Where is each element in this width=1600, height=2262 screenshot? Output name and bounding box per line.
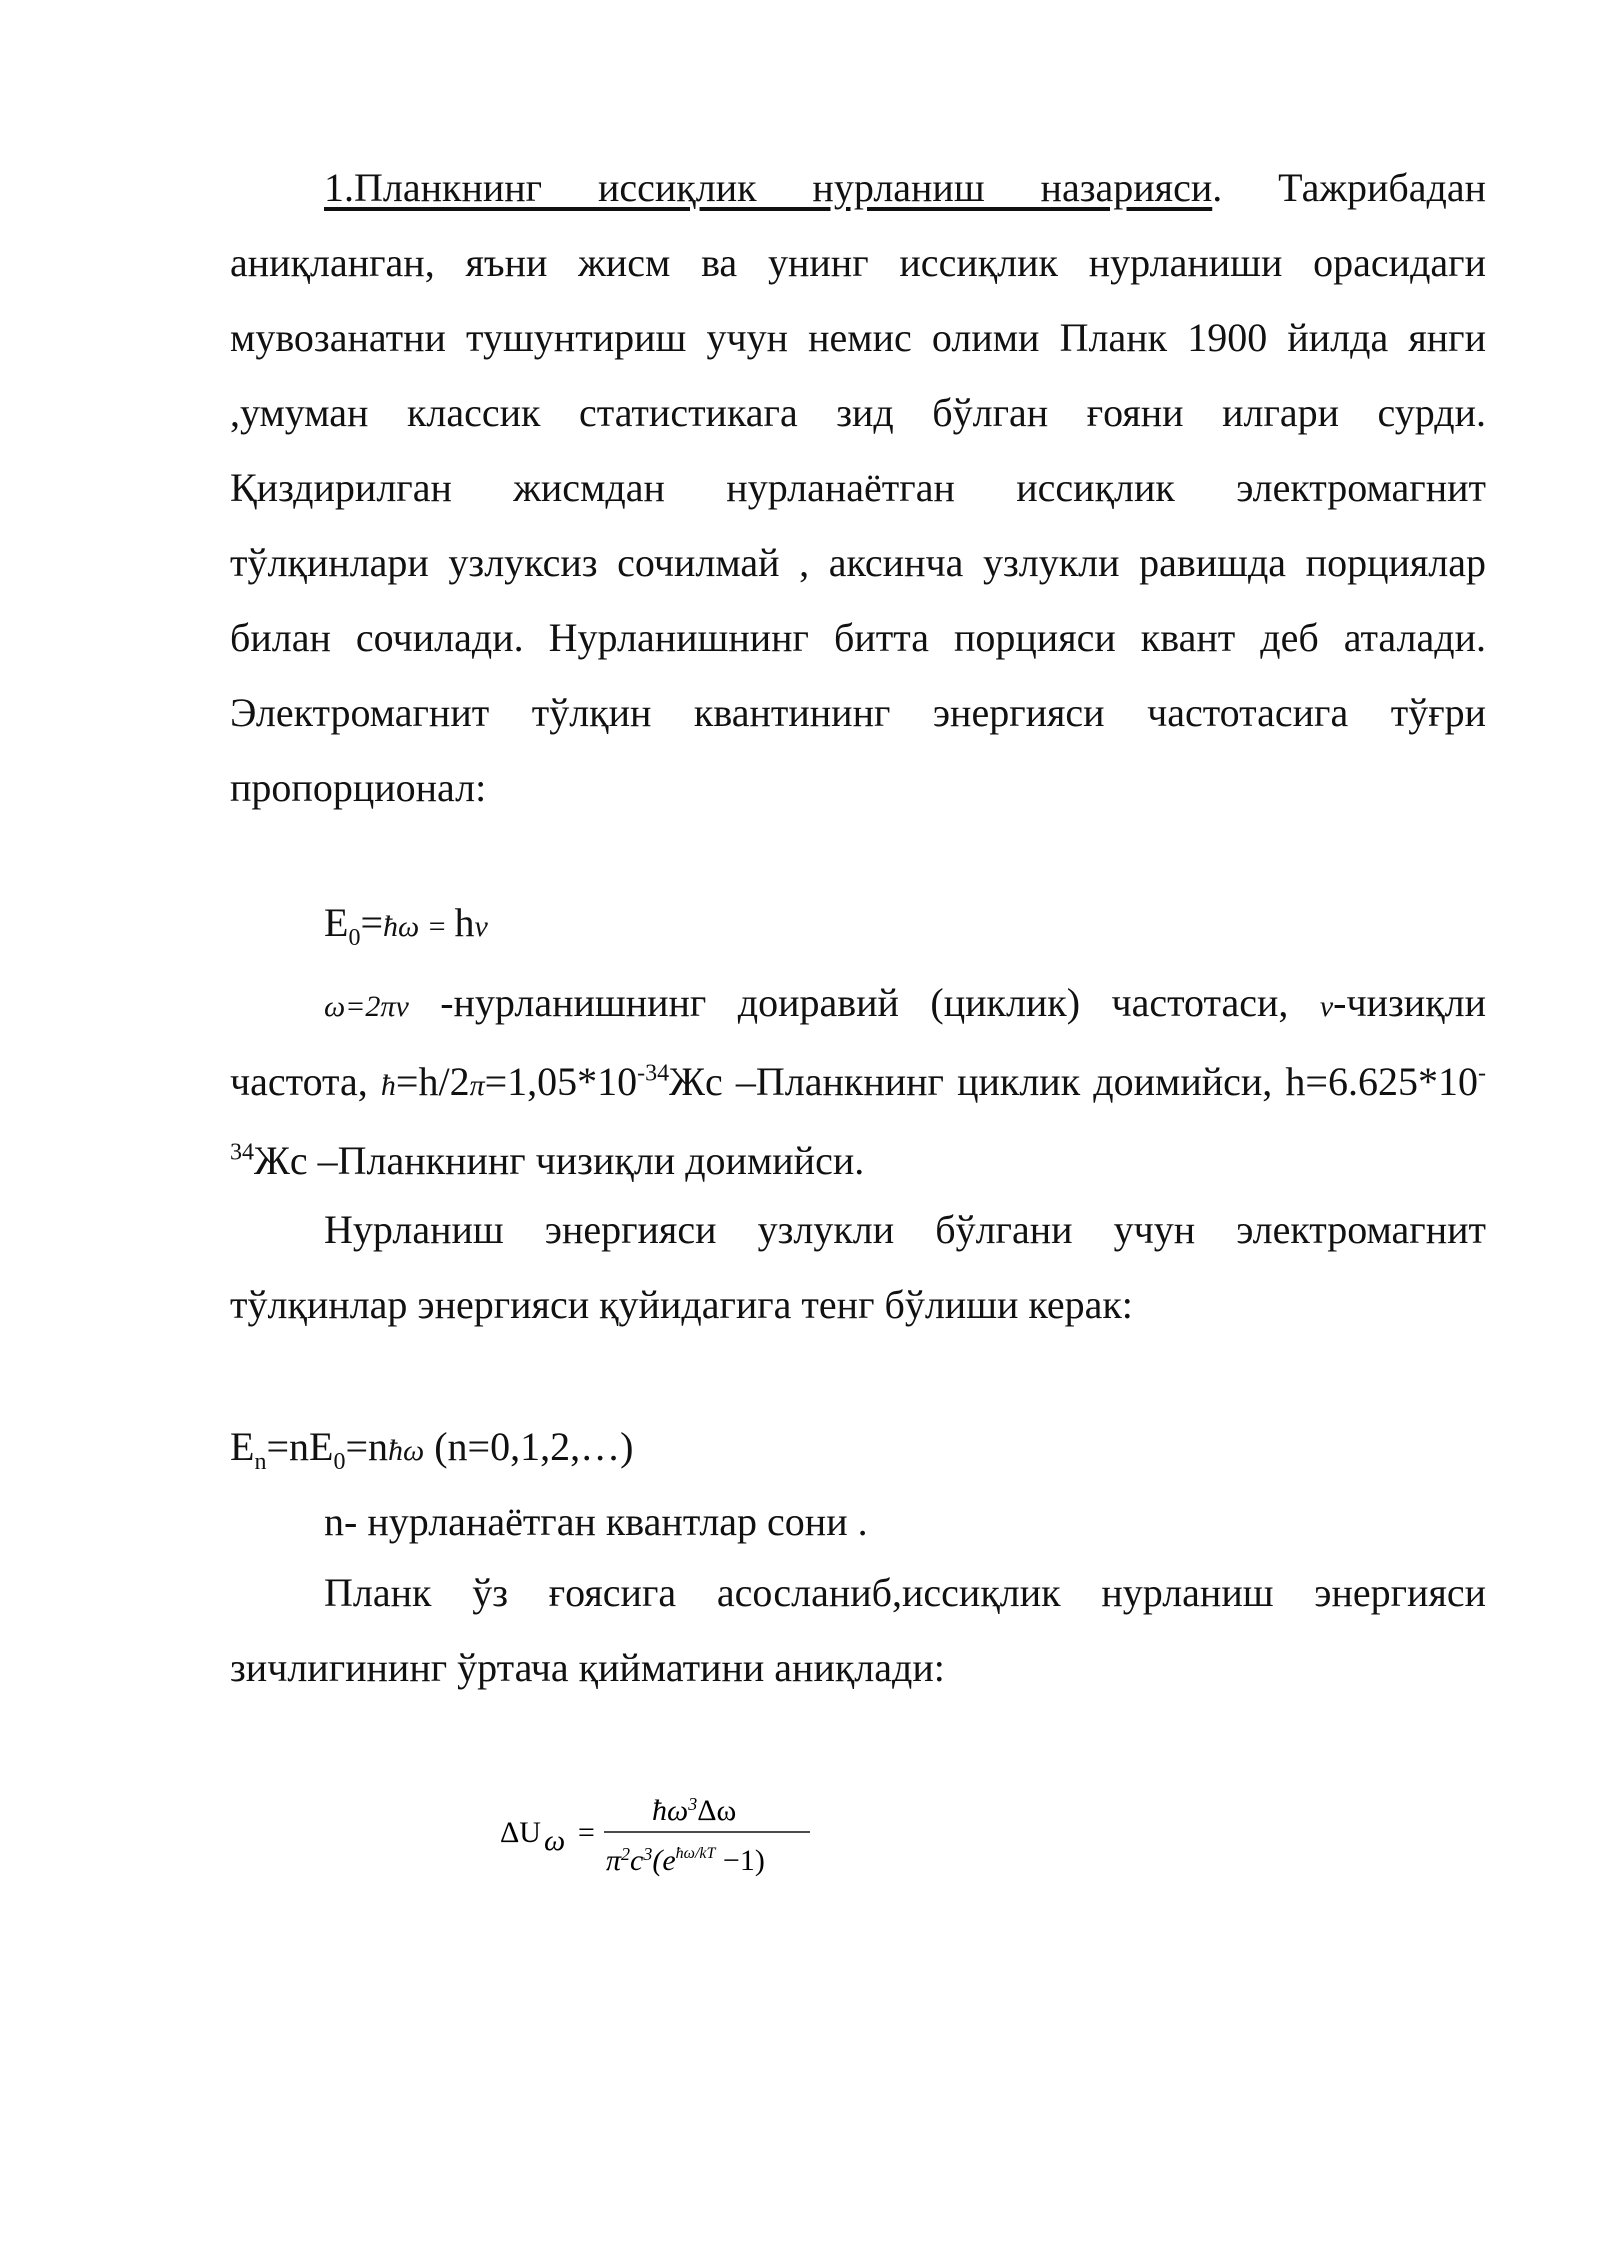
paragraph-frequency: ω=2πν -нурланишнинг доиравий (циклик) частотаси, ν-чизиқли частота, $ħ=h/2\pi=1,05*10^{-34}Жс$ –Планкнинг циклик доимийси, $h=6.625*10^{-34}Жс$ –Планкнинг чизиқли доимийси. [230,980,1486,1183]
section-heading: 1.Планкнинг иссиқлик нурланиш назарияси [324,165,1213,210]
formula-denominator: $\pi^2c^3(e^{ħ\omega/kT} -1)$ [606,1844,765,1877]
paragraph-discrete-energy: Нурланиш энергияси узлукли бўлгани учун электромагнит тўлқинлар энергияси қуйидагига тенг бўлиши керак: [230,1207,1486,1327]
paragraph-planck-result: Планк ўз ғоясига асосланиб,иссиқлик нурланиш энергияси зичлигининг ўртача қийматини аниқлади: [230,1570,1486,1690]
formula-lhs: ΔU [500,1816,541,1849]
intro-text: . Тажрибадан аниқланган, яъни жисм ва унинг иссиқлик нурланиши орасидаги мувозанатни тушунтириш учун немис олими Планк 1900 йилда янги ,умуман классик статистикага зид бўлган ғояни илгари сурди. Қиздирилган жисмдан нурланаётган иссиқлик электромагнит тўлқинлари узлуксиз сочилмай , аксинча узлукли равишда порциялар билан сочилади. Нурланишнинг битта порцияси квант деб аталади. Электромагнит тўлқин квантининг энергияси частотасига тўғри пропорционал: [230,165,1486,810]
equation-quantum-energy: $E_0=ħ\omega = h\nu$ [324,900,488,951]
formula-energy-density [500,1790,840,1880]
formula-numerator: $ħ\omega^3\Delta\omega$ [652,1794,737,1827]
formula-lhs-sub: ω [544,1824,566,1857]
equation-energy-levels: $E_n=nE_0=nħ\omega$ (n=0,1,2,…) [230,1424,634,1475]
paragraph-intro [230,150,1486,825]
omega-definition: ω=2πν [324,990,409,1023]
formula-equals: = [576,1816,597,1849]
quanta-count-note: n- нурланаётган квантлар сони . [324,1499,868,1544]
